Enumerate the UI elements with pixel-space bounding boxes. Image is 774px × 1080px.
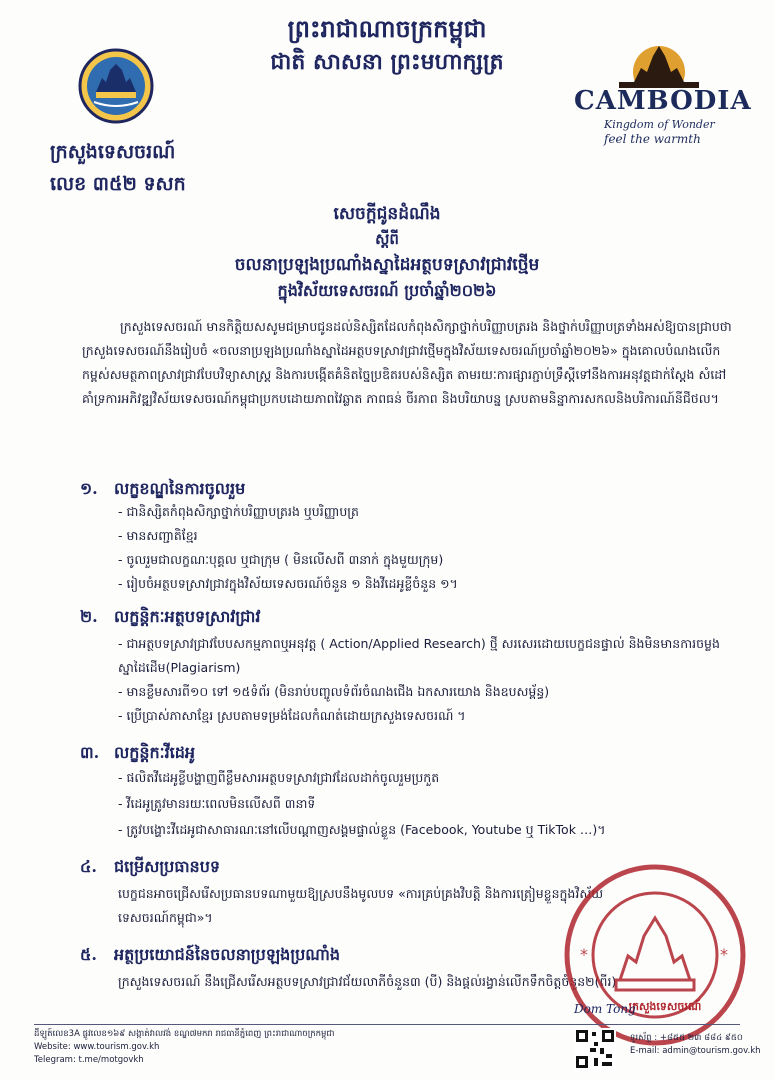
list-item-text: ប្រើប្រាស់ភាសាខ្មែរ ស្របតាមទម្រង់ដែលកំណត់ដោយក្រសួងទេសចរណ៍ ។ [126, 708, 466, 723]
footer-website: Website: www.tourism.gov.kh [34, 1042, 160, 1052]
intro-paragraph: ក្រសួងទេសចរណ៍ មានកិត្តិយសសូមជម្រាបជូនដល់និស្សិតដែលកំពុងសិក្សាថ្នាក់បរិញ្ញាបត្ររង និងថ្នាក់បរិញ្ញាបត្រទាំងអស់ឱ្យបានជ្រាបថា ក្រសួងទេសចរណ៍នឹងរៀបចំ «ចលនាប្រឡងប្រណាំងស្នាដៃអត្ថបទស្រាវជ្រាវថ្មើមក្នុងវិស័យទេសចរណ៍ប្រចាំឆ្នាំ២០២៦» ក្នុងគោលបំណងលើកកម្ពស់សមត្ថភាពស្រាវជ្រាវបែបវិទ្យាសាស្ត្រ និងការបង្កើតគំនិតច្នៃប្រឌិតរបស់និស្សិត តាមរយៈការផ្សារភ្ជាប់ទ្រឹស្តីទៅនឹងការអនុវត្តជាក់ស្តែង សំដៅគាំទ្រការអភិវឌ្ឍវិស័យទេសចរណ៍កម្ពុជាប្រកបដោយភាពវៃឆ្លាត ភាពធន់ ចីរភាព និងបរិយាបន្ន ស្របតាមនិន្នាការសកលនិងបរិការណ៍នីជីថល។ [82, 319, 732, 406]
official-seal-icon [560, 860, 750, 1050]
section-number: ២. [80, 607, 98, 626]
temple-sunset-icon [619, 38, 699, 88]
cambodia-brand-logo [574, 38, 752, 146]
list-item-text: មានសញ្ជាតិខ្មែរ [126, 528, 198, 543]
list-item: - រៀបចំអត្ថបទស្រាវជ្រាវក្នុងវិស័យទេសចរណ៍ចំនួន ១ និងវីដេអូខ្លីចំនួន ១។ [118, 576, 458, 591]
list-item: - ជានិស្សិតកំពុងសិក្សាថ្នាក់បរិញ្ញាបត្ររង ឬបរិញ្ញាបត្រ [118, 504, 359, 519]
section-title: លក្ខន្តិកៈវីដេអូ [114, 743, 196, 762]
list-item: - ចូលរួមជាលក្ខណៈបុគ្គល ឬជាក្រុម ( មិនលើសពី ៣នាក់ ក្នុងមួយក្រុម) [118, 552, 444, 567]
footer-telegram: Telegram: t.me/motgovkh [34, 1055, 144, 1065]
signature: Dom Tong [574, 1002, 636, 1016]
list-item-text: ចូលរួមជាលក្ខណៈបុគ្គល ឬជាក្រុម ( មិនលើសពី ៣នាក់ ក្នុងមួយក្រុម) [126, 552, 444, 567]
list-item: - វីដេអូត្រូវមានរយៈពេលមិនលើសពី ៣នាទី [118, 796, 316, 811]
notice-subject-year: ក្នុងវិស័យទេសចរណ៍ ប្រចាំឆ្នាំ២០២៦ [277, 281, 497, 300]
ministry-name: ក្រសួងទេសចរណ៍ [50, 141, 176, 163]
list-item: - មានខ្លឹមសារពី១០ ទៅ ១៥ទំព័រ (មិនរាប់បញ្ចូលទំព័រចំណងជើង ឯកសារយោង និងឧបសម្ព័ន្ធ) [118, 684, 550, 699]
list-item-text: ជាអត្ថបទស្រាវជ្រាវបែបសកម្មភាពឬអនុវត្ត ( Action/Applied Research) ថ្មី សរសេរដោយបេក្ខជនផ្ទាល់ និងមិនមានការចម្លងស្នាដៃដើម(Plagiarism) [118, 636, 720, 675]
list-item: - ជាអត្ថបទស្រាវជ្រាវបែបសកម្មភាពឬអនុវត្ត ( Action/Applied Research) ថ្មី សរសេរដោយបេក្ខជនផ្ទាល់ និងមិនមានការចម្លងស្នាដៃដើម(Plagiarism) [118, 636, 720, 675]
list-item-text: ផលិតវីដេអូខ្លីបង្ហាញពីខ្លឹមសារអត្ថបទស្រាវជ្រាវដែលដាក់ចូលរួមប្រកួត [126, 770, 440, 785]
brand-tagline: Kingdom of Wonder [604, 118, 715, 131]
section-number: ៣. [80, 743, 100, 762]
section-4-heading [80, 856, 220, 880]
section-title: លក្ខខណ្ឌនៃការចូលរួម [114, 479, 246, 498]
national-motto: ជាតិ សាសនា ព្រះមហាក្សត្រ [270, 49, 504, 75]
list-item-text: ជានិស្សិតកំពុងសិក្សាថ្នាក់បរិញ្ញាបត្ររង ឬបរិញ្ញាបត្រ [126, 504, 359, 519]
list-item-text: ត្រូវបង្ហោះវីដេអូជាសាធារណៈនៅលើបណ្តាញសង្គមផ្ទាល់ខ្លួន (Facebook, Youtube ឬ TikTok …)។ [126, 822, 606, 837]
list-item-text: វីដេអូត្រូវមានរយៈពេលមិនលើសពី ៣នាទី [126, 796, 316, 811]
section-5-heading [80, 944, 340, 968]
brand-name: CAMBODIA [574, 86, 752, 116]
list-item: - ត្រូវបង្ហោះវីដេអូជាសាធារណៈនៅលើបណ្តាញសង្គមផ្ទាល់ខ្លួន (Facebook, Youtube ឬ TikTok …)។ [118, 822, 606, 837]
footer-divider [34, 1024, 740, 1025]
footer-address: ដីឡូត៍លេខ3A ផ្លូវលេខ១៦៩ សង្កាត់វាលវង់ ខណ្ឌ៧មករា រាជធានីភ្នំពេញ ព្រះរាជាណាចក្រកម្ពុជា [34, 1029, 335, 1039]
section-title: លក្ខន្តិកៈអត្ថបទស្រាវជ្រាវ [114, 607, 261, 626]
section-5-paragraph: ក្រសួងទេសចរណ៍ នឹងជ្រើសរើសអត្ថបទស្រាវជ្រាវជ័យលាភីចំនួន៣ (បី) និងផ្តល់រង្វាន់លើកទឹកចិត្តចំនួន២(ពីរ) [118, 974, 617, 989]
footer-contact-left [34, 1028, 335, 1067]
section-1-heading [80, 478, 245, 502]
list-item: - មានសញ្ជាតិខ្មែរ [118, 528, 198, 543]
footer-email: E-mail: admin@tourism.gov.kh [630, 1046, 761, 1056]
brand-slogan: feel the warmth [604, 132, 701, 146]
list-item: - ផលិតវីដេអូខ្លីបង្ហាញពីខ្លឹមសារអត្ថបទស្រាវជ្រាវដែលដាក់ចូលរួមប្រកួត [118, 770, 440, 785]
section-number: ៥. [80, 945, 97, 964]
kingdom-title: ព្រះរាជាណាចក្រកម្ពុជា [287, 14, 487, 43]
section-4-paragraph: បេក្ខជនអាចជ្រើសរើសប្រធានបទណាមួយឱ្យស្របនឹងមូលបទ «ការគ្រប់គ្រងវិបត្តិ និងការត្រៀមខ្លួនក្នុងវិស័យទេសចរណ៍កម្ពុជា»។ [118, 886, 604, 925]
section-title: អត្ថប្រយោជន៍នៃចលនាប្រឡងប្រណាំង [114, 945, 341, 964]
section-2-heading [80, 606, 260, 630]
list-item-text: មានខ្លឹមសារពី១០ ទៅ ១៥ទំព័រ (មិនរាប់បញ្ចូលទំព័រចំណងជើង ឯកសារយោង និងឧបសម្ព័ន្ធ) [126, 684, 550, 699]
section-number: ៤. [80, 857, 97, 876]
notice-title: សេចក្តីជូនដំណឹង [333, 204, 441, 224]
reference-number: លេខ ៣៥២ ទសក [50, 173, 186, 195]
ministry-logo-icon [78, 48, 154, 124]
section-3-heading [80, 742, 195, 766]
qr-code-icon [574, 1028, 616, 1070]
section-title: ជម្រើសប្រធានបទ [114, 857, 221, 876]
section-number: ១. [80, 479, 98, 498]
list-item-text: រៀបចំអត្ថបទស្រាវជ្រាវក្នុងវិស័យទេសចរណ៍ចំនួន ១ និងវីដេអូខ្លីចំនួន ១។ [126, 576, 458, 591]
footer-contact-right [630, 1032, 761, 1058]
notice-subject: ចលនាប្រឡងប្រណាំងស្នាដៃអត្ថបទស្រាវជ្រាវថ្មើម [234, 255, 540, 275]
notice-subject-prefix: ស្តីពី [375, 230, 399, 248]
seal-text: ក្រសួងទេសចរណ៍ [628, 1000, 702, 1013]
svg-text:*: * [580, 945, 588, 964]
footer-phone: ទូរស័ព្ទ : +៨៥៥ ២៣ ៨៨៤ ៩៥០ [630, 1033, 743, 1043]
svg-text:*: * [720, 945, 728, 964]
list-item: - ប្រើប្រាស់ភាសាខ្មែរ ស្របតាមទម្រង់ដែលកំណត់ដោយក្រសួងទេសចរណ៍ ។ [118, 708, 466, 723]
